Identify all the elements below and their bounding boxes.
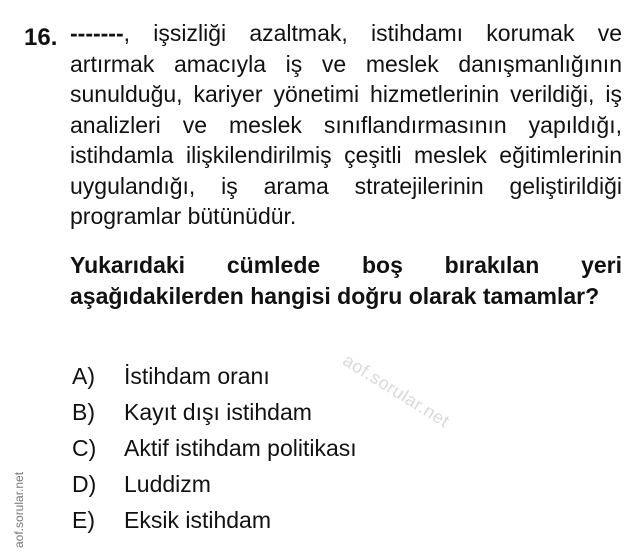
option-c[interactable] <box>72 430 357 466</box>
option-a[interactable] <box>72 358 357 394</box>
option-text: Kayıt dışı istihdam <box>124 399 312 425</box>
option-text: Eksik istihdam <box>124 507 271 533</box>
option-e[interactable] <box>72 502 357 538</box>
question-prompt: Yukarıdaki cümlede boş bırakılan yeri aşağıdakilerden hangisi doğru olarak tamamlar? <box>70 252 622 309</box>
watermark-vertical: aof.sorular.net <box>12 471 26 548</box>
answer-blank: ------- <box>70 20 124 46</box>
question-number: 16. <box>24 24 58 51</box>
option-text: Aktif istihdam politikası <box>124 435 357 461</box>
option-b[interactable] <box>72 394 357 430</box>
question-text <box>70 18 622 232</box>
question-statement: , işsizliği azaltmak, istihdamı korumak ve artırmak amacıyla iş ve meslek danışmanlığının sunulduğu, kariyer yönetimi hizmetlerinin verildiği, iş analizleri ve meslek sınıflandırmasının yapıldığı, istihdamla ilişkilendirilmiş çeşitli meslek eğitimlerinin uygulandığı, iş arama stratejilerinin geliştirildiği programlar bütünüdür. <box>70 20 622 229</box>
answer-options <box>72 358 357 538</box>
option-d[interactable] <box>72 466 357 502</box>
option-letter: A) <box>72 363 95 389</box>
option-letter: E) <box>72 507 95 533</box>
option-letter: C) <box>72 435 97 461</box>
option-letter: B) <box>72 399 95 425</box>
option-text: İstihdam oranı <box>124 363 270 389</box>
option-letter: D) <box>72 471 97 497</box>
watermark-diagonal: aof.sorular.net <box>339 350 454 432</box>
option-text: Luddizm <box>124 471 211 497</box>
